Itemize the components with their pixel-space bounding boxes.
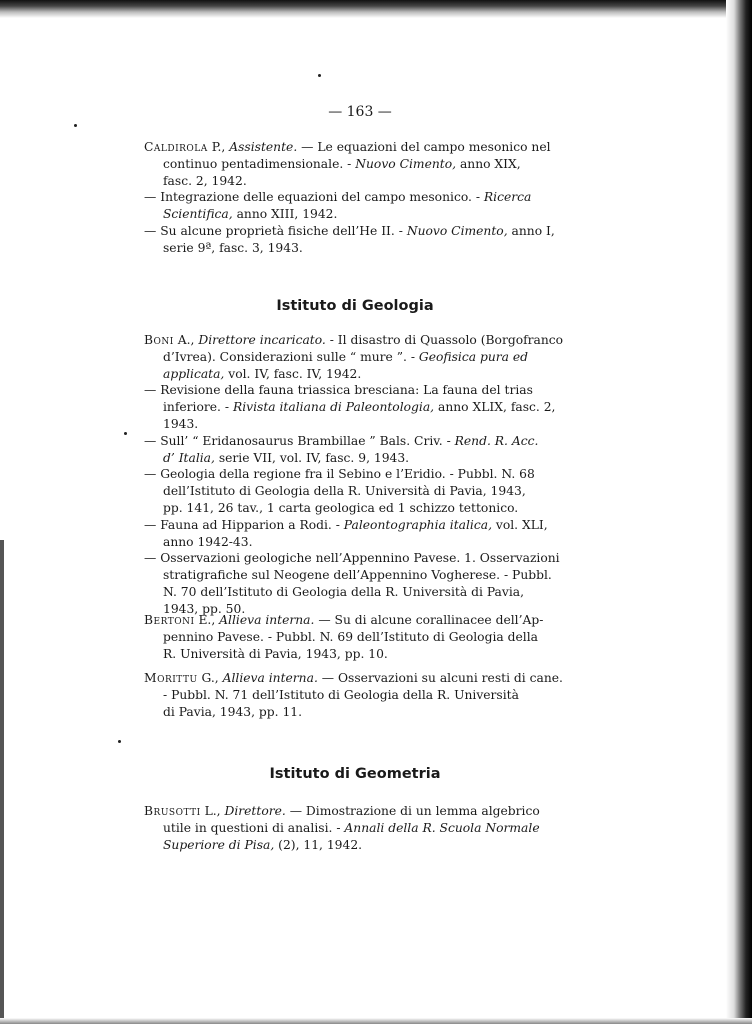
journal-title: Ricerca	[483, 190, 532, 205]
author-role: Assistente.	[229, 140, 298, 154]
entry-line	[144, 629, 568, 646]
entry-line	[144, 584, 568, 601]
bib-entry-caldirola	[144, 139, 568, 257]
entry-line	[144, 837, 568, 854]
author-name: Bertoni	[144, 613, 195, 627]
text-run: — Revisione della fauna triassica bresciana: La fauna del trias	[144, 383, 533, 398]
text-run: L.,	[200, 804, 225, 818]
text-run: stratigrafiche sul Neogene dell’Appennino Vogherese. - Pubbl.	[163, 568, 552, 583]
author-name: Morittu	[144, 671, 198, 685]
bib-entry-bertoni	[144, 612, 568, 662]
text-run: 1943, pp. 50.	[163, 601, 246, 616]
text-run: dell’Istituto di Geologia della R. Università di Pavia, 1943,	[163, 484, 526, 499]
author-name: Caldirola	[144, 140, 208, 154]
journal-title: Rend. R. Acc.	[454, 433, 539, 448]
text-run: — Geologia della regione fra il Sebino e l’Eridio. - Pubbl. N. 68	[144, 467, 535, 482]
entry-line	[144, 704, 568, 721]
entry-line	[144, 240, 568, 257]
scan-left-edge	[0, 540, 4, 1024]
entry-line	[144, 646, 568, 663]
entry-line	[144, 612, 568, 629]
bib-entry-morittu	[144, 670, 568, 720]
entry-line	[144, 189, 568, 206]
text-run: vol. XLI,	[491, 517, 548, 532]
text-run: G.,	[197, 671, 223, 685]
entry-line	[144, 550, 568, 567]
text-run: pennino Pavese. - Pubbl. N. 69 dell’Istituto di Geologia della	[163, 629, 538, 644]
entry-line	[144, 416, 568, 433]
author-role: Direttore.	[224, 804, 286, 818]
text-run: P.,	[207, 140, 230, 154]
text-run: — Osservazioni su alcuni resti di cane.	[317, 671, 563, 685]
author-role: Direttore incaricato.	[198, 333, 326, 347]
text-run: — Su di alcune corallinacee dell’Ap-	[314, 613, 544, 627]
entry-line	[144, 483, 568, 500]
text-run: serie VII, vol. IV, fasc. 9, 1943.	[214, 450, 410, 465]
entry-line	[144, 366, 568, 383]
entry-line	[144, 567, 568, 584]
journal-title: Rivista italiana di Paleontologia,	[232, 400, 435, 415]
entry-line	[144, 450, 568, 467]
text-run: — Sull’ “ Eridanosaurus Brambillae ” Bals. Criv. -	[144, 433, 455, 448]
text-run: — Dimostrazione di un lemma algebrico	[285, 804, 540, 818]
scan-top-edge	[0, 0, 752, 18]
entry-line	[144, 223, 568, 240]
author-role: Allieva interna.	[219, 613, 315, 627]
journal-title: Nuovo Cimento,	[355, 156, 457, 171]
text-run: — Osservazioni geologiche nell’Appennino Pavese. 1. Osservazioni	[144, 551, 560, 566]
journal-title: applicata,	[163, 366, 225, 381]
text-run: (2), 11, 1942.	[274, 837, 363, 852]
text-run: anno XLIX, fasc. 2,	[434, 400, 556, 415]
entry-line	[144, 139, 568, 156]
text-run: fasc. 2, 1942.	[163, 173, 247, 188]
journal-title: Nuovo Cimento,	[406, 223, 508, 238]
text-run: anno I,	[507, 223, 555, 238]
journal-title: d’ Italia,	[163, 450, 215, 465]
entry-line	[144, 517, 568, 534]
text-run: 1943.	[163, 416, 199, 431]
scan-speck	[124, 432, 127, 435]
page-number: — 163 —	[328, 104, 392, 120]
journal-title: Superiore di Pisa,	[163, 837, 275, 852]
text-run: anno 1942-43.	[163, 534, 253, 549]
entry-line	[144, 687, 568, 704]
journal-title: Scientifica,	[163, 207, 233, 222]
text-run: — Fauna ad Hipparion a Rodi. -	[144, 517, 344, 532]
scan-speck	[318, 74, 321, 77]
author-name: Brusotti	[144, 804, 201, 818]
entry-line	[144, 156, 568, 173]
entry-line	[144, 670, 568, 687]
entry-line	[144, 803, 568, 820]
entry-line	[144, 433, 568, 450]
text-run: R. Università di Pavia, 1943, pp. 10.	[163, 646, 388, 661]
scan-right-edge	[726, 0, 752, 1024]
text-run: utile in questioni di analisi. -	[163, 820, 345, 835]
text-run: — Su alcune proprietà fisiche dell’He II. -	[144, 223, 407, 238]
text-run: A.,	[173, 333, 199, 347]
text-run: anno XIII, 1942.	[232, 207, 338, 222]
entry-line	[144, 500, 568, 517]
entry-line	[144, 332, 568, 349]
entry-line	[144, 173, 568, 190]
entry-line	[144, 206, 568, 223]
author-role: Allieva interna.	[222, 671, 318, 685]
entry-line	[144, 382, 568, 399]
bib-entry-brusotti	[144, 803, 568, 853]
text-run: - Il disastro di Quassolo (Borgofranco	[325, 333, 564, 347]
text-run: di Pavia, 1943, pp. 11.	[163, 704, 303, 719]
journal-title: Geofisica pura ed	[418, 349, 529, 364]
text-run: anno XIX,	[456, 156, 521, 171]
journal-title: Paleontographia italica,	[343, 517, 492, 532]
entry-line	[144, 534, 568, 551]
scan-bottom-edge	[0, 1018, 752, 1024]
text-run: - Pubbl. N. 71 dell’Istituto di Geologia della R. Università	[163, 687, 519, 702]
text-run: serie 9ª, fasc. 3, 1943.	[163, 240, 303, 255]
text-run: N. 70 dell’Istituto di Geologia della R. Università di Pavia,	[163, 584, 524, 599]
entry-line	[144, 399, 568, 416]
text-run: d’Ivrea). Considerazioni sulle “ mure ”. -	[163, 349, 419, 364]
journal-title: Annali della R. Scuola Normale	[344, 820, 540, 835]
section-title-geologia: Istituto di Geologia	[276, 298, 434, 314]
text-run: continuo pentadimensionale. -	[163, 156, 356, 171]
author-name: Boni	[144, 333, 174, 347]
section-title-geometria: Istituto di Geometria	[269, 766, 441, 782]
text-run: — Le equazioni del campo mesonico nel	[297, 140, 551, 154]
scan-speck	[118, 740, 121, 743]
entry-line	[144, 466, 568, 483]
text-run: inferiore. -	[163, 400, 233, 415]
scan-speck	[74, 124, 77, 127]
text-run: — Integrazione delle equazioni del campo mesonico. -	[144, 190, 484, 205]
text-run: vol. IV, fasc. IV, 1942.	[224, 366, 362, 381]
bib-entry-boni	[144, 332, 568, 618]
text-run: E.,	[194, 613, 220, 627]
text-run: pp. 141, 26 tav., 1 carta geologica ed 1 schizzo tettonico.	[163, 500, 519, 515]
entry-line	[144, 820, 568, 837]
entry-line	[144, 349, 568, 366]
